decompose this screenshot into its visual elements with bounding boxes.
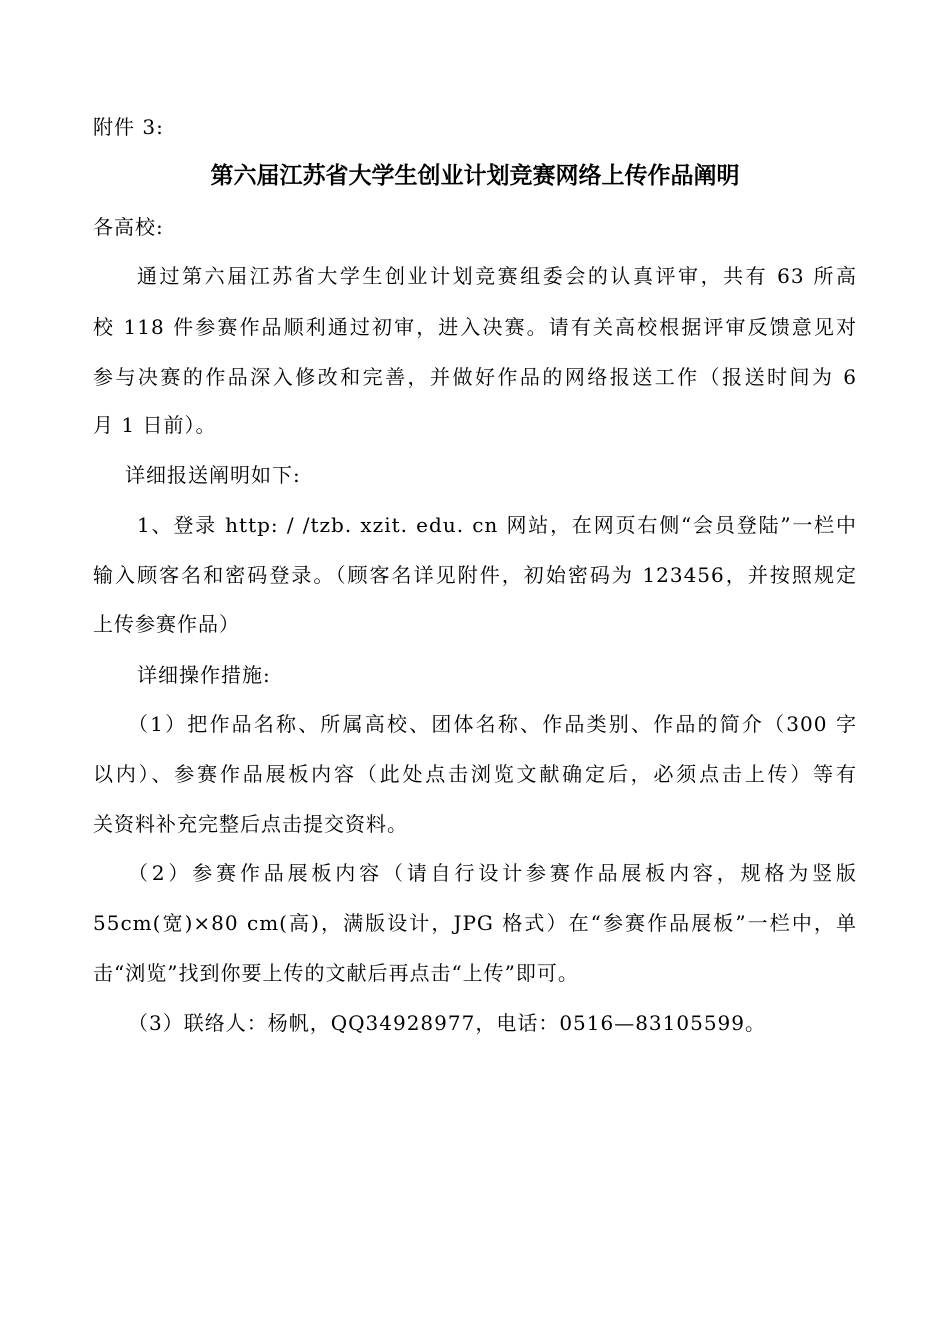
item2-line-1: （2）参赛作品展板内容（请自行设计参赛作品展板内容，规格为竖版 [128,861,857,885]
item1-line-2: 以内）、参赛作品展板内容（此处点击浏览文献确定后，必须点击上传）等有 [93,762,857,786]
intro-line-1: 通过第六届江苏省大学生创业计划竞赛组委会的认真评审，共有 63 所高 [137,264,857,288]
attachment-label: 附件 3: [93,115,164,139]
step1-line-2: 输入顾客名和密码登录。（顾客名详见附件，初始密码为 123456，并按照规定 [93,563,857,587]
document-title: 第六届江苏省大学生创业计划竞赛网络上传作品阐明 [210,162,740,189]
intro-line-4: 月 1 日前）。 [93,413,217,437]
intro-line-2: 校 118 件参赛作品顺利通过初审，进入决赛。请有关高校根据评审反馈意见对 [93,315,857,339]
step1-line-1: 1、登录 http: / /tzb. xzit. edu. cn 网站，在网页右侧“会员登陆”一栏中 [137,513,857,537]
step1-line-3: 上传参赛作品） [93,612,240,636]
item1-line-1: （1）把作品名称、所属高校、团体名称、作品类别、作品的简介（300 字 [128,712,857,736]
item1-line-3: 关资料补充完整后点击提交资料。 [93,812,408,836]
detail-heading: 详细报送阐明如下: [125,463,301,487]
item2-line-2: 55cm(宽)×80 cm(高)，满版设计，JPG 格式）在“参赛作品展板”一栏中，单 [93,911,857,935]
item2-line-3: 击“浏览”找到你要上传的文献后再点击“上传”即可。 [93,961,579,985]
item3-contact: （3）联络人：杨帆，QQ34928977，电话：0516—83105599。 [128,1011,767,1035]
operation-heading: 详细操作措施: [137,663,271,687]
intro-line-3: 参与决赛的作品深入修改和完善，并做好作品的网络报送工作（报送时间为 6 [93,365,857,389]
salutation: 各高校: [93,215,164,239]
